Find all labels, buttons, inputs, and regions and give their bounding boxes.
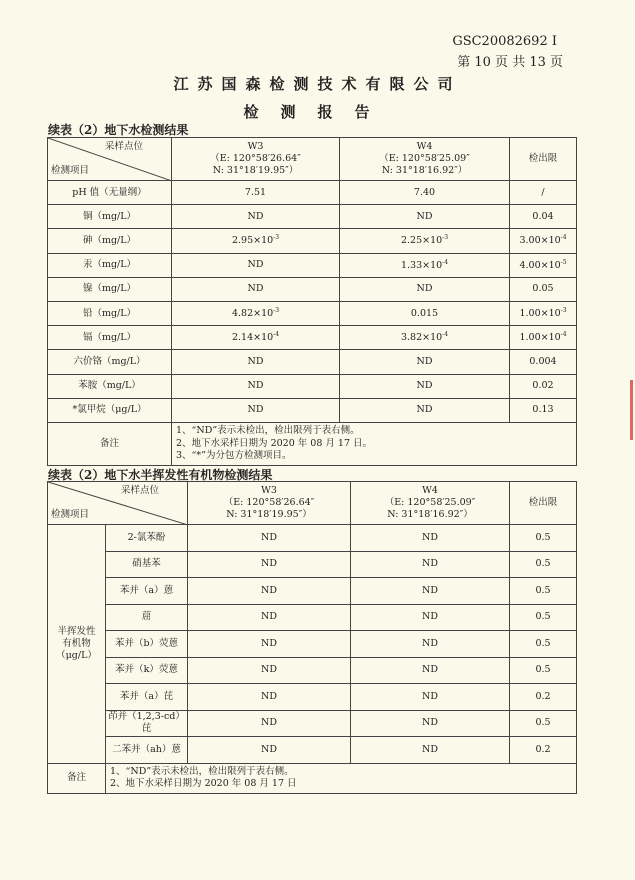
w4-value	[340, 301, 510, 325]
detection-limit	[510, 326, 577, 350]
detection-limit	[510, 604, 577, 631]
point-name: W4	[416, 141, 433, 153]
cell-value: /	[541, 186, 545, 198]
point-latitude: N: 31°18′19.95″）	[212, 164, 299, 176]
cell-value: 0.004	[529, 355, 557, 367]
w4-value	[340, 326, 510, 350]
exponent: -4	[560, 331, 567, 339]
group-label-line: 有机物	[62, 637, 91, 649]
cell-value: 2.25×10	[400, 235, 443, 247]
cell-value: ND	[422, 664, 438, 676]
column-header-w4	[340, 138, 510, 181]
test-item: 镍（mg/L）	[48, 277, 172, 301]
test-item: 苯并（a）蒽	[106, 578, 188, 605]
table-row	[48, 301, 577, 325]
exponent: -3	[273, 307, 280, 315]
w4-value	[351, 525, 510, 552]
table-row	[48, 326, 577, 350]
company-name: 江苏国森检测技术有限公司	[173, 75, 462, 93]
cell-value: ND	[422, 690, 438, 702]
cell-value: 2.95×10	[231, 235, 274, 247]
cell-value: ND	[416, 380, 433, 392]
detection-limit	[510, 684, 577, 711]
w4-value	[351, 710, 510, 737]
table-row	[48, 181, 577, 205]
groundwater-results-table	[47, 137, 577, 466]
table-row	[48, 604, 577, 631]
w3-value	[188, 631, 351, 658]
table-row	[48, 229, 577, 253]
exponent: -4	[273, 331, 280, 339]
w4-value	[340, 398, 510, 422]
remarks-content	[172, 422, 577, 465]
remarks-label: 备注	[48, 422, 172, 465]
w4-value	[351, 684, 510, 711]
cell-value: 0.5	[535, 611, 551, 623]
test-item: 苯并（k）荧蒽	[106, 657, 188, 684]
table-row	[48, 253, 577, 277]
cell-value: ND	[247, 355, 264, 367]
table-row	[48, 578, 577, 605]
table-row	[48, 350, 577, 374]
exponent: -5	[560, 258, 567, 266]
detection-limit	[510, 737, 577, 764]
binding-edge-mark	[630, 380, 633, 440]
test-item: 六价铬（mg/L）	[48, 350, 172, 374]
cell-value: 0.5	[535, 584, 551, 596]
test-item: 铜（mg/L）	[48, 205, 172, 229]
cell-value: 3.00×10	[519, 235, 561, 247]
column-header-w3	[188, 482, 351, 525]
w3-value	[172, 181, 340, 205]
w3-value	[172, 277, 340, 301]
cell-value: ND	[247, 210, 264, 222]
w4-value	[340, 374, 510, 398]
remark-line: 3、“*”为分包方检测项目。	[176, 450, 292, 462]
corner-test-item: 检测项目	[51, 509, 90, 521]
w3-value	[188, 604, 351, 631]
table-row	[48, 525, 577, 552]
table-row	[48, 737, 577, 764]
cell-value: ND	[416, 355, 433, 367]
group-label	[48, 525, 106, 764]
table-row	[48, 710, 577, 737]
w4-value	[351, 631, 510, 658]
w4-value	[340, 253, 510, 277]
test-item: 二苯并（ah）蒽	[106, 737, 188, 764]
detection-limit	[510, 551, 577, 578]
test-item: 䓛	[106, 604, 188, 631]
table1-title: 续表（2）地下水检测结果	[48, 123, 189, 137]
cell-value: 4.82×10	[231, 308, 274, 320]
cell-value: ND	[261, 531, 277, 543]
test-item: 镉（mg/L）	[48, 326, 172, 350]
w4-value	[340, 277, 510, 301]
detection-limit	[510, 301, 577, 325]
exponent: -4	[442, 258, 449, 266]
point-latitude: N: 31°18′19.95″）	[226, 508, 312, 520]
column-header-w4	[351, 482, 510, 525]
cell-value: 7.51	[244, 186, 267, 198]
detection-limit	[510, 205, 577, 229]
detection-limit	[510, 525, 577, 552]
test-item: pH 值（无量纲）	[48, 181, 172, 205]
point-name: W4	[422, 485, 438, 497]
w3-value	[172, 205, 340, 229]
exponent: -3	[442, 234, 449, 242]
test-item: 茚并（1,2,3-cd）芘	[106, 710, 188, 737]
exponent: -4	[442, 331, 449, 339]
w3-value	[172, 350, 340, 374]
exponent: -3	[560, 307, 567, 315]
cell-value: ND	[422, 558, 438, 570]
test-item: 苯胺（mg/L）	[48, 374, 172, 398]
detection-limit	[510, 657, 577, 684]
remarks-row	[48, 763, 577, 793]
detection-limit	[510, 350, 577, 374]
point-latitude: N: 31°18′16.92″）	[387, 508, 473, 520]
w3-value	[188, 684, 351, 711]
w3-value	[172, 374, 340, 398]
cell-value: 0.5	[535, 531, 551, 543]
remarks-content	[106, 763, 577, 793]
group-label-line: （μg/L）	[56, 649, 97, 661]
table-header-row	[48, 138, 577, 181]
w3-value	[188, 578, 351, 605]
w4-value	[340, 229, 510, 253]
report-number: GSC20082692 I	[452, 34, 557, 49]
remarks-label: 备注	[48, 763, 106, 793]
cell-value: ND	[247, 259, 264, 271]
remark-line: 2、地下水采样日期为 2020 年 08 月 17 日。	[176, 437, 373, 449]
detection-limit	[510, 181, 577, 205]
cell-value: 0.02	[532, 380, 554, 392]
point-longitude: （E: 120°58′26.64″	[210, 153, 301, 165]
cell-value: ND	[247, 283, 264, 295]
table2-title: 续表（2）地下水半挥发性有机物检测结果	[48, 468, 273, 482]
w3-value	[172, 253, 340, 277]
cell-value: 0.5	[535, 664, 551, 676]
detection-limit	[510, 398, 577, 422]
w4-value	[351, 737, 510, 764]
cell-value: 0.015	[410, 307, 439, 319]
detection-limit	[510, 253, 577, 277]
w4-value	[340, 350, 510, 374]
remark-line: 1、“ND”表示未检出，检出限列于表右侧。	[176, 425, 360, 437]
column-header-limit: 检出限	[510, 138, 577, 181]
cell-value: ND	[416, 404, 433, 416]
w3-value	[188, 525, 351, 552]
cell-value: ND	[422, 743, 438, 755]
test-item: 砷（mg/L）	[48, 229, 172, 253]
w3-value	[172, 301, 340, 325]
table-header-row	[48, 482, 577, 525]
cell-value: ND	[422, 637, 438, 649]
w4-value	[351, 604, 510, 631]
w3-value	[188, 737, 351, 764]
cell-value: 1.33×10	[400, 259, 443, 271]
cell-value: ND	[261, 558, 277, 570]
test-item: 苯并（b）荧蒽	[106, 631, 188, 658]
remark-line: 2、地下水采样日期为 2020 年 08 月 17 日	[110, 778, 297, 789]
test-item: 苯并（a）芘	[106, 684, 188, 711]
cell-value: 2.14×10	[231, 332, 274, 344]
cell-value: ND	[422, 611, 438, 623]
cell-value: 3.82×10	[400, 332, 443, 344]
corner-sampling-point: 采样点位	[104, 141, 143, 152]
detection-limit	[510, 374, 577, 398]
test-item: 铅（mg/L）	[48, 301, 172, 325]
point-longitude: （E: 120°58′26.64″	[223, 497, 315, 509]
cell-value: 0.5	[535, 717, 551, 729]
report-title: 检测报告	[243, 103, 392, 121]
cell-value: ND	[261, 743, 277, 755]
w3-value	[172, 229, 340, 253]
page-indicator: 第 10 页 共 13 页	[457, 55, 563, 70]
exponent: -4	[560, 234, 567, 242]
cell-value: ND	[416, 283, 433, 295]
w3-value	[172, 398, 340, 422]
table-row	[48, 631, 577, 658]
svoc-results-table	[47, 481, 577, 794]
exponent: -3	[273, 234, 280, 242]
point-name: W3	[261, 485, 277, 497]
table-row	[48, 657, 577, 684]
cell-value: ND	[261, 611, 277, 623]
test-item: 2-氯苯酚	[106, 525, 188, 552]
cell-value: 0.2	[535, 690, 551, 702]
cell-value: 1.00×10	[519, 332, 561, 344]
test-item: 汞（mg/L）	[48, 253, 172, 277]
w3-value	[188, 551, 351, 578]
detection-limit	[510, 277, 577, 301]
cell-value: 0.5	[535, 637, 551, 649]
detection-limit	[510, 578, 577, 605]
cell-value: 1.00×10	[519, 308, 561, 320]
corner-sampling-point: 采样点位	[120, 485, 159, 496]
w4-value	[340, 205, 510, 229]
cell-value: ND	[261, 717, 277, 729]
point-latitude: N: 31°18′16.92″）	[381, 164, 468, 176]
cell-value: 0.2	[535, 743, 551, 755]
column-header-w3	[172, 138, 340, 181]
table-row	[48, 684, 577, 711]
cell-value: 0.5	[535, 558, 551, 570]
w4-value	[351, 657, 510, 684]
test-item: 硝基苯	[106, 551, 188, 578]
cell-value: ND	[247, 404, 264, 416]
table-row	[48, 398, 577, 422]
w3-value	[188, 657, 351, 684]
detection-limit	[510, 631, 577, 658]
w4-value	[340, 181, 510, 205]
column-header-limit: 检出限	[510, 482, 577, 525]
cell-value: 7.40	[413, 186, 436, 198]
w4-value	[351, 551, 510, 578]
cell-value: 4.00×10	[519, 259, 561, 271]
w4-value	[351, 578, 510, 605]
point-name: W3	[247, 141, 264, 153]
cell-value: 0.05	[532, 283, 554, 295]
test-item: *氯甲烷（μg/L）	[48, 398, 172, 422]
cell-value: ND	[416, 210, 433, 222]
table-row	[48, 205, 577, 229]
cell-value: ND	[422, 717, 438, 729]
cell-value: ND	[261, 584, 277, 596]
cell-value: ND	[422, 584, 438, 596]
w3-value	[188, 710, 351, 737]
diagonal-header-cell	[48, 482, 188, 525]
table-row	[48, 551, 577, 578]
cell-value: ND	[247, 380, 264, 392]
point-longitude: （E: 120°58′25.09″	[379, 153, 470, 165]
table-row	[48, 277, 577, 301]
detection-limit	[510, 229, 577, 253]
cell-value: ND	[422, 531, 438, 543]
group-label-line: 半挥发性	[57, 625, 96, 637]
corner-test-item: 检测项目	[51, 165, 90, 177]
cell-value: 0.13	[532, 404, 554, 416]
cell-value: 0.04	[532, 210, 554, 222]
remark-line: 1、“ND”表示未检出，检出限列于表右侧。	[110, 765, 294, 777]
table-row	[48, 374, 577, 398]
remarks-row	[48, 422, 577, 465]
cell-value: ND	[261, 637, 277, 649]
point-longitude: （E: 120°58′25.09″	[384, 497, 476, 509]
w3-value	[172, 326, 340, 350]
diagonal-header-cell	[48, 138, 172, 181]
detection-limit	[510, 710, 577, 737]
cell-value: ND	[261, 690, 277, 702]
cell-value: ND	[261, 664, 277, 676]
